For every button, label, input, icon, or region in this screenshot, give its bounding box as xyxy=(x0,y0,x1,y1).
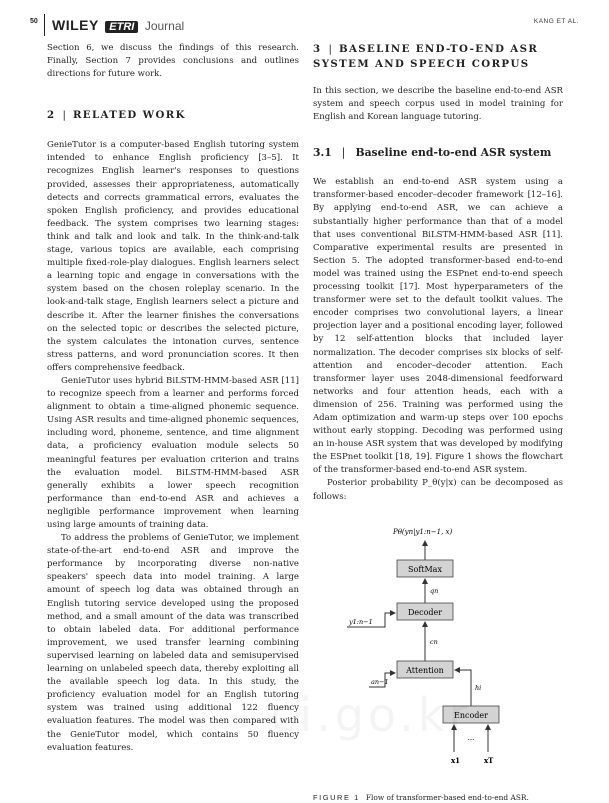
watermark xyxy=(270,688,471,742)
attention-label: Attention xyxy=(406,665,444,675)
encoder-label: Encoder xyxy=(454,710,488,720)
subsection-paragraph-1: We establish an end-to-end ASR system using a transformer-based encoder–decoder framework [12–16]. By applying end-to-end ASR, we can achieve a substantially higher performance than that of a model that uses conventional BiLSTM-HMM-based ASR [11]. Comparative experimental results are presented in Section 5. The adopted transformer-based end-to-end model was trained using the ESPnet end-to-end speech processing toolkit [17]. Most hyperparameters of the transformer were set to the default toolkit values. The encoder comprises two convolutional layers, a linear projection layer and a positional encoding layer, followed by 12 self-attention blocks that included layer normalization. The decoder comprises six blocks of self-attention and encoder–decoder attention. Each transformer layer uses 2048-dimensional feedforward networks and four attention heads, each with a dimension of 256. Training was performed using the Adam optimization and warm-up steps over 100 epochs without early stopping. Decoding was performed using an in-house ASR system that was developed by modifying the ESPnet toolkit [18, 19]. Figure 1 shows the flowchart of the transformer-based end-to-end ASR system. xyxy=(313,177,563,476)
header-divider xyxy=(44,14,45,36)
qn-label: qn xyxy=(430,586,439,595)
section-heading-related-work xyxy=(47,108,299,123)
output-probability-label: Pθ(yn|y1:n−1, x) xyxy=(393,527,453,536)
section-title: RELATED WORK xyxy=(72,109,186,122)
section-number: 2 xyxy=(47,109,56,122)
xT-label: xT xyxy=(484,755,494,765)
subsection-title: Baseline end-to-end ASR system xyxy=(355,146,552,160)
prev-output-label: y1:n−1 xyxy=(349,617,373,626)
related-work-paragraph-1: GenieTutor is a computer-based English tutoring system intended to enhance English proficiency [3–5]. It recognizes English learner's responses to questions provided, assesses their appropriateness, automatically detects and corrects grammatical errors, evaluates the spoken English proficiency, and provides educational feedback. The system comprises two learning stages: think and talk and look and talk. In the think-and-talk stage, various topics are available, each comprising multiple fixed-role-play dialogues. English learners select a learning topic and engage in conversations with the system based on the chosen roleplay scenario. In the look-and-talk stage, English learners select a picture and describe it. After the learner finishes the conversations on the selected topic or describes the selected picture, the system calculates the intonation curves, sentence stress patterns, and word pronunciation scores. It then offers comprehensive feedback. xyxy=(47,140,299,373)
subsection-heading-3-1 xyxy=(313,146,563,160)
related-work-paragraph-3: To address the problems of GenieTutor, we implement state-of-the-art end-to-end ASR and improve the performance by incorporating diverse non-native speakers' speech data into model training. A large amount of speech log data was obtained through an English tutoring service developed using the proposed method, and a small amount of the data was transcribed to obtain labeled data. For additional performance improvement, we used transfer learning combining supervised learning on labeled data and semisupervised learning on unlabeled speech data, thereby exploiting all the available speech log data. In this study, the proficiency evaluation model for an English tutoring system was trained using additional 122 fluency evaluation features. The model was then compared with the GenieTutor model, which contains 50 fluency evaluation features. xyxy=(47,533,299,753)
prev-attention-label: an−1 xyxy=(371,677,389,686)
journal-logo xyxy=(52,17,184,35)
figure-caption-text: Flow of transformer-based end-to-end ASR. xyxy=(365,792,529,802)
section-3-intro: In this section, we describe the baseline end-to-end ASR system and speech corpus used in model training for English and Korean language tutoring. xyxy=(313,86,563,123)
hi-label: hi xyxy=(475,683,482,692)
heading-separator: | xyxy=(328,44,332,55)
journal-name: Journal xyxy=(144,19,185,33)
figure-caption xyxy=(313,793,563,803)
subsection-number: 3.1 xyxy=(313,146,332,160)
section-number: 3 xyxy=(313,43,322,55)
right-column xyxy=(313,42,563,800)
wiley-logo-text: WILEY xyxy=(52,17,99,33)
running-head: KANG ET AL. xyxy=(533,18,579,25)
left-column xyxy=(47,42,299,755)
related-work-paragraph-2: GenieTutor uses hybrid BiLSTM-HMM-based ASR [11] to recognize speech from a learner and performs forced alignment to obtain a time-aligned phonemic sequence. Using ASR results and time-aligned phonemic sequences, including word, phoneme, sentence, and time alignment data, a proficiency evaluation module selects 50 meaningful features per evaluation criterion and trains the evaluation model. BiLSTM-HMM-based ASR generally exhibits a lower speech recognition performance than end-to-end ASR and achieves a negligible performance improvement when learning using large amounts of training data. xyxy=(47,375,299,530)
section-title: BASELINE END-TO-END ASR SYSTEM AND SPEECH CORPUS xyxy=(313,43,539,70)
intro-paragraph: Section 6, we discuss the findings of this research. Finally, Section 7 provides conclusions and outlines directions for future work. xyxy=(47,43,299,80)
subsection-paragraph-2: Posterior probability P_θ(y|x) can be decomposed as follows: xyxy=(313,478,563,502)
ellipsis: ... xyxy=(467,733,475,742)
page-number: 50 xyxy=(30,18,38,25)
asr-flowchart xyxy=(313,520,563,782)
heading-separator: | xyxy=(341,146,346,160)
figure-caption-label: FIGURE 1 xyxy=(313,792,360,802)
softmax-label: SoftMax xyxy=(408,564,442,574)
decoder-label: Decoder xyxy=(407,607,443,617)
page-header xyxy=(30,14,579,36)
x1-label: x1 xyxy=(451,755,461,765)
section-heading-baseline xyxy=(313,42,563,71)
cn-label: cn xyxy=(430,637,438,646)
heading-separator: | xyxy=(62,110,66,122)
figure-1 xyxy=(313,520,563,800)
etri-logo-badge: ETRI xyxy=(105,21,138,33)
